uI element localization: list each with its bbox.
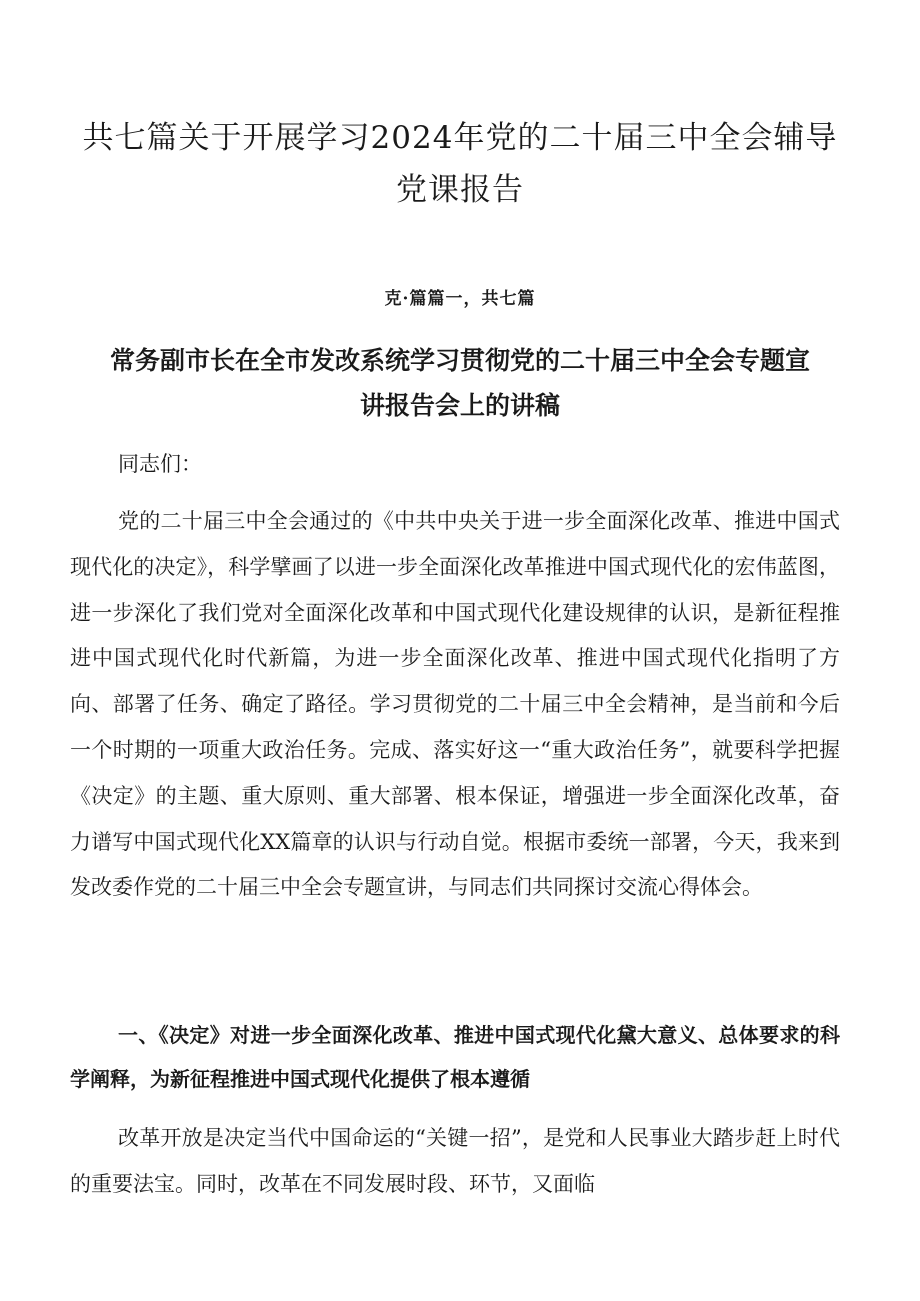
salutation: 同志们： <box>118 452 202 476</box>
body-paragraph-2: 改革开放是决定当代中国命运的“关键一招”，是党和人民事业大踏步赶上时代的重要法宝。同时，改革在不同发展时段、环节，又面临 <box>70 1126 840 1196</box>
part-label: 克·篇篇一，共七篇 <box>384 289 536 309</box>
body-paragraph-1: 党的二十届三中全会通过的《中共中央关于进一步全面深化改革、推进中国式现代化的决定》，科学擘画了以进一步全面深化改革推进中国式现代化的宏伟蓝图，进一步深化了我们党对全面深化改革和中国式现代化建设规律的认识，是新征程推进中国式现代化时代新篇，为进一步全面深化改革、推进中国式现代化指明了方向、部署了任务、确定了路径。学习贯彻党的二十届三中全会精神，是当前和今后一个时期的一项重大政治任务。完成、落实好这一“重大政治任务”，就要科学把握《决定》的主题、重大原则、重大部署、根本保证，增强进一步全面深化改革，奋力谱写中国式现代化XX篇章的认识与行动自觉。根据市委统一部署，今天，我来到发改委作党的二十届三中全会专题宣讲，与同志们共同探讨交流心得体会。 <box>70 509 840 900</box>
section-heading-1: 一、《决定》对进一步全面深化改革、推进中国式现代化黛大意义、总体要求的科学阐释，为新征程推进中国式现代化提供了根本遵循 <box>70 1023 840 1091</box>
document-title: 共七篇关于开展学习2024年党的二十届三中全会辅导党课报告 <box>82 120 838 208</box>
speech-title: 常务副市长在全市发改系统学习贯彻党的二十届三中全会专题宣讲报告会上的讲稿 <box>109 346 810 420</box>
